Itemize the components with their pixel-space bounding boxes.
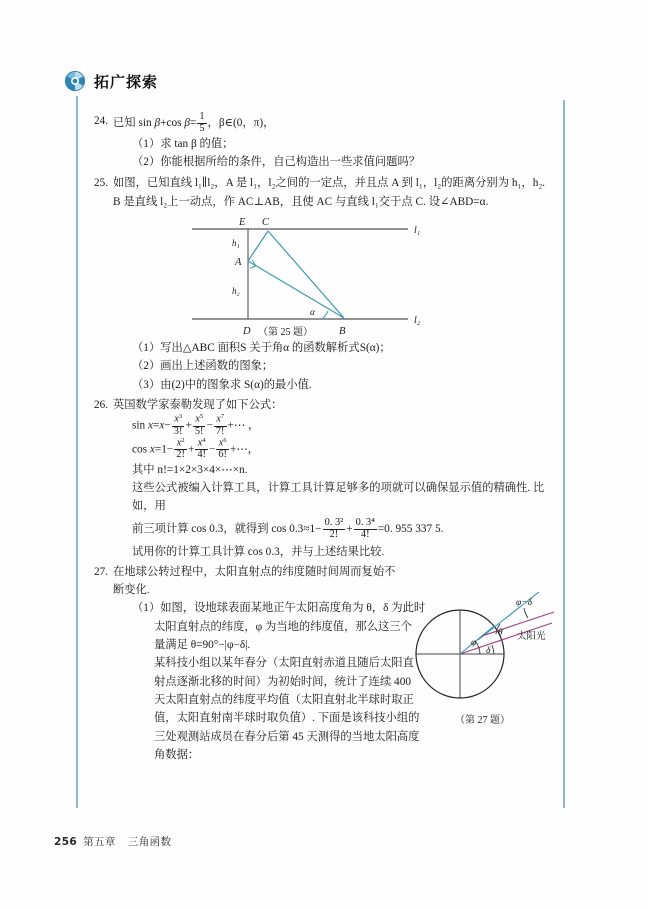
figure-25-label-alpha: α xyxy=(310,308,315,318)
figure-25-label-A: A xyxy=(235,257,242,268)
question-number: 27. xyxy=(94,565,108,578)
formula-cos-taylor: cos x=1− $\frac{x^2}{2!}$ + $\frac{x^4}{4!}$ − $\frac{x^6}{6!}$ +⋯， xyxy=(132,436,259,460)
figure-27-caption: （第 27 题） xyxy=(455,715,510,726)
frac-denominator: 5 xyxy=(199,122,205,134)
question-27-item-1-line-3: 量满足 θ=90°−|φ−δ|. xyxy=(154,639,251,652)
figure-question-27 xyxy=(412,592,562,717)
question-24-stem: 已知 sin β+cos β= $\frac{1}{5}$ ，β∈(0，π)， xyxy=(113,111,275,134)
question-25-item-2: （2）画出上述函数的图象； xyxy=(132,360,274,373)
section-header xyxy=(64,70,158,92)
figure-25-label-l2: l₂ xyxy=(414,315,421,326)
figure-27-label-phi-minus-delta: φ−δ xyxy=(516,598,533,608)
question-24-item-2: （2）你能根据所给的条件，自己构造出一些求值问题吗？ xyxy=(132,156,421,169)
question-24 xyxy=(86,112,556,171)
question-27-body-line-2: 射点逐渐北移的时间）为初始时间，统计了连续 400 xyxy=(154,675,412,688)
question-number: 26. xyxy=(94,398,108,411)
question-25-line-2: B 是直线 l₂上一动点，作 AC⊥AB，且使 AC 与直线 l₁交于点 C. 设∠ABD=α. xyxy=(113,195,489,208)
question-26-para-2: 试用你的计算工具计算 cos 0.3，并与上述结果比较. xyxy=(132,545,385,558)
figure-25-caption: （第 25 题） xyxy=(258,327,313,338)
question-27-body-line-1: 某科技小组以某年春分（太阳直射赤道且随后太阳直 xyxy=(154,657,414,670)
question-27-body-line-4: 值，太阳直射南半球时取负值）. 下面是该科技小组的 xyxy=(154,712,420,725)
question-26-example-line: 前三项计算 cos 0.3，就得到 cos 0.3≈1− $\frac{\text{0. 3²}}{2!}$ + $\frac{\text{0. 3⁴}}{4!}$ =0. 955 337 5. xyxy=(132,516,444,540)
page-number: 256 xyxy=(54,836,78,848)
figure-27-label-theta: θ xyxy=(498,628,503,638)
question-26-line-1: 英国数学家泰勒发现了如下公式： xyxy=(113,398,283,411)
question-number: 24. xyxy=(94,115,108,127)
figure-25-label-h2: h₂ xyxy=(232,286,240,296)
figure-question-25 xyxy=(186,215,446,340)
question-24-item-1: （1）求 tan β 的值； xyxy=(132,137,234,150)
chapter-title: 三角函数 xyxy=(127,836,172,848)
question-27-item-1-line-1: （1）如图，设地球表面某地正午太阳高度角为 θ，δ 为此时 xyxy=(132,602,426,615)
question-25-line-1: 如图，已知直线 l₁∥l₂，A 是 l₁，l₂之间的一定点，并且点 A 到 l₁，l₂的距离分别为 h₁，h₂. xyxy=(113,177,546,190)
figure-25-label-E: E xyxy=(239,217,246,228)
figure-25-label-D: D xyxy=(243,326,251,337)
figure-25-label-h1: h₁ xyxy=(232,238,240,248)
question-27-line-1: 在地球公转过程中，太阳直射点的纬度随时间周而复始不 xyxy=(113,565,396,578)
question-number: 25. xyxy=(94,177,108,190)
figure-27-label-phi: φ xyxy=(471,638,477,648)
question-26 xyxy=(86,396,556,561)
page-footer xyxy=(54,834,171,849)
figure-25-label-l1: l₁ xyxy=(414,225,421,236)
section-title: 拓广探索 xyxy=(94,72,159,91)
chapter-label: 第五章 xyxy=(83,836,116,848)
question-27-body-line-6: 角数据： xyxy=(154,748,200,761)
question-26-para-1: 这些公式被编入计算工具，计算工具计算足够多的项就可以确保显示值的精确性. 比如，用 xyxy=(132,482,545,513)
figure-27-label-delta: δ xyxy=(486,646,491,656)
right-accent-rule xyxy=(563,100,565,808)
question-27-body-line-5: 三处观测站成员在春分后第 45 天测得的当地太阳高度 xyxy=(154,730,420,743)
formula-sin-taylor: sin x=x− $\frac{x^3}{3!}$ + $\frac{x^5}{5!}$ − $\frac{x^7}{7!}$ +⋯ ， xyxy=(132,413,260,437)
figure-27-label-sunlight: 太阳光 xyxy=(517,631,546,642)
question-25-item-3: （3）由(2)中的图象求 S(α)的最小值. xyxy=(132,378,312,391)
figure-25-label-C: C xyxy=(262,217,270,228)
left-accent-rule xyxy=(76,96,78,808)
factorial-definition: 其中 n!=1×2×3×4×⋯×n. xyxy=(132,463,248,476)
frac-numerator: 1 xyxy=(199,111,205,122)
aperture-icon xyxy=(64,70,86,92)
question-25-item-1: （1）写出△ABC 面积S 关于角α 的函数解析式S(α)； xyxy=(132,342,391,354)
question-27-body-line-3: 天太阳直射点的纬度平均值（太阳直射北半球时取正 xyxy=(154,693,414,706)
question-27-line-2: 断变化. xyxy=(113,584,150,597)
figure-25-label-B: B xyxy=(339,326,346,337)
question-27-item-1-line-2: 太阳直射点的纬度，φ 为当地的纬度值，那么这三个 xyxy=(154,620,412,633)
